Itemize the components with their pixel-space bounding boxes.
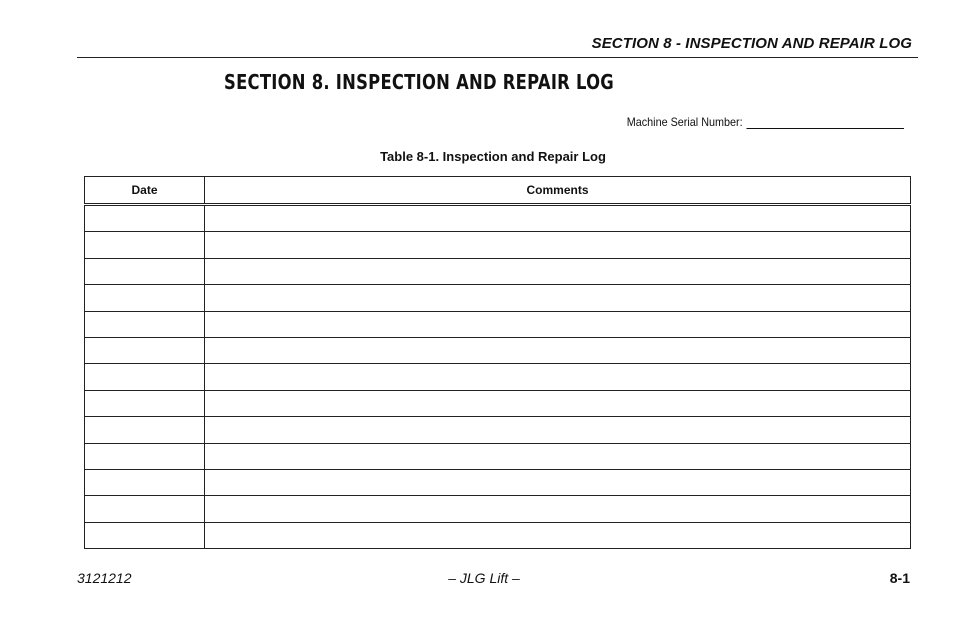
footer-center: – JLG Lift – xyxy=(448,570,520,586)
table-row xyxy=(85,522,911,548)
table-row xyxy=(85,390,911,416)
table-header-row xyxy=(85,177,911,205)
comments-cell xyxy=(205,311,911,337)
page-title: SECTION 8. INSPECTION AND REPAIR LOG xyxy=(224,70,615,94)
table-caption: Table 8-1. Inspection and Repair Log xyxy=(380,149,606,164)
table-row xyxy=(85,205,911,232)
date-cell xyxy=(85,258,205,284)
comments-cell xyxy=(205,522,911,548)
date-cell xyxy=(85,390,205,416)
date-cell xyxy=(85,285,205,311)
date-cell xyxy=(85,232,205,258)
date-cell xyxy=(85,496,205,522)
serial-number-label: Machine Serial Number: xyxy=(627,115,743,129)
inspection-log-table xyxy=(84,176,911,549)
comments-cell xyxy=(205,232,911,258)
date-cell xyxy=(85,522,205,548)
table-row xyxy=(85,443,911,469)
comments-cell xyxy=(205,496,911,522)
table-row xyxy=(85,258,911,284)
serial-number-blank xyxy=(747,115,905,129)
comments-cell xyxy=(205,258,911,284)
date-cell xyxy=(85,337,205,363)
date-cell xyxy=(85,205,205,232)
date-cell xyxy=(85,311,205,337)
table-row xyxy=(85,337,911,363)
table-row xyxy=(85,496,911,522)
table-body xyxy=(85,205,911,549)
comments-cell xyxy=(205,443,911,469)
date-cell xyxy=(85,364,205,390)
footer-page-number: 8-1 xyxy=(889,570,910,586)
comments-cell xyxy=(205,390,911,416)
date-cell xyxy=(85,417,205,443)
date-cell xyxy=(85,469,205,495)
table-row xyxy=(85,285,911,311)
table-row xyxy=(85,364,911,390)
column-header-date: Date xyxy=(85,177,205,205)
comments-cell xyxy=(205,285,911,311)
table-row xyxy=(85,417,911,443)
running-header: SECTION 8 - INSPECTION AND REPAIR LOG xyxy=(591,35,912,52)
comments-cell xyxy=(205,469,911,495)
comments-cell xyxy=(205,337,911,363)
comments-cell xyxy=(205,417,911,443)
serial-number-line xyxy=(627,115,904,129)
table-row xyxy=(85,311,911,337)
date-cell xyxy=(85,443,205,469)
header-rule xyxy=(77,57,918,58)
table-row xyxy=(85,232,911,258)
footer-doc-number: 3121212 xyxy=(77,570,132,586)
comments-cell xyxy=(205,205,911,232)
comments-cell xyxy=(205,364,911,390)
column-header-comments: Comments xyxy=(205,177,911,205)
table-row xyxy=(85,469,911,495)
